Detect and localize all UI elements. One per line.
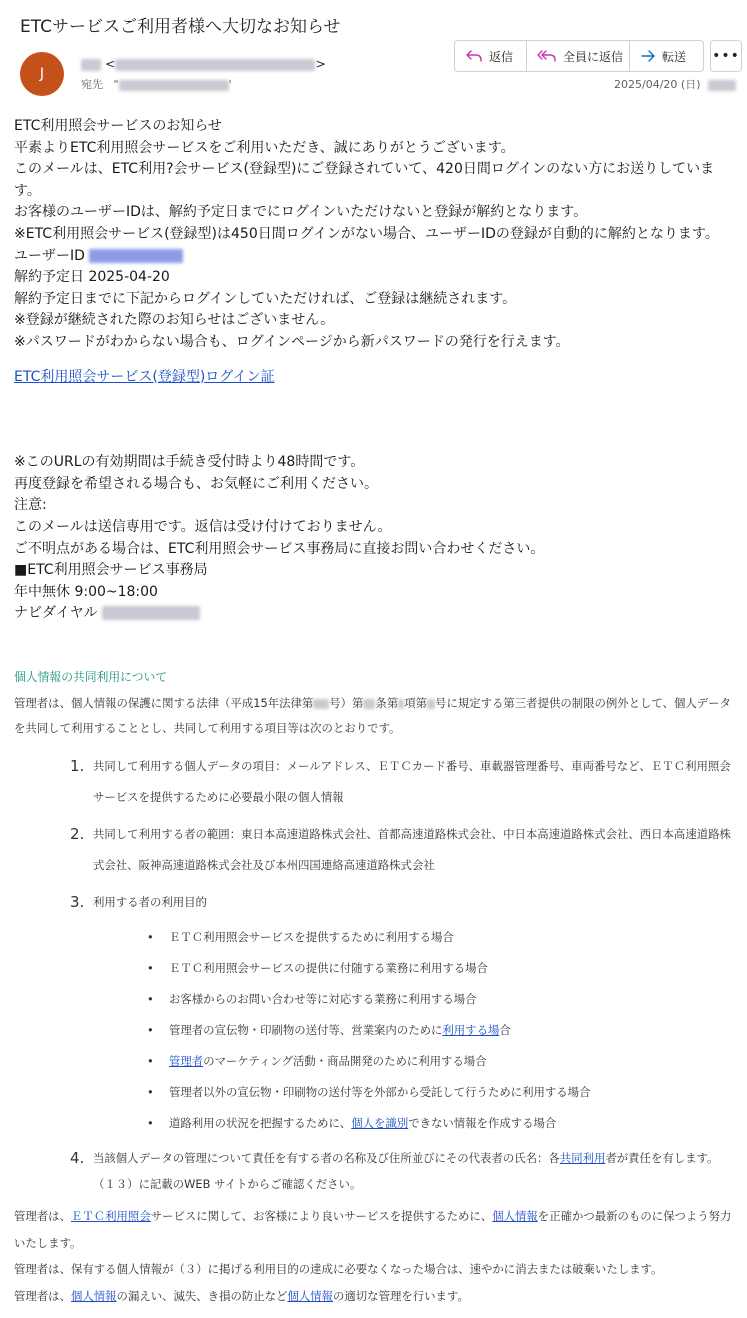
- item-number: 2.: [70, 825, 85, 843]
- purpose-item: [145, 1077, 734, 1108]
- purpose-link[interactable]: 管理者: [169, 1054, 204, 1068]
- sender-bracket-open: <: [104, 56, 116, 71]
- purpose-text: 合: [499, 1023, 511, 1037]
- purpose-list: [145, 922, 734, 1139]
- cancel-date-line: [14, 267, 734, 289]
- bullet: •: [147, 1054, 154, 1068]
- purpose-item: [145, 1108, 734, 1139]
- login-link[interactable]: ETC利用照会サービス(登録型)ログイン証: [14, 368, 275, 385]
- body-line: 解約予定日までに下記からログインしていただければ、ご登録は継続されます。: [14, 290, 517, 307]
- privacy-item: [70, 887, 734, 1139]
- joint-use-link[interactable]: 共同利用: [559, 1151, 606, 1165]
- reply-all-icon: [537, 49, 557, 63]
- privacy-heading: 個人情報の共同利用について: [14, 670, 168, 684]
- sender-bracket-close: >: [315, 56, 326, 71]
- purpose-text: ＥＴＣ利用照会サービスを提供するために利用する場合: [169, 930, 454, 944]
- user-id-line: [14, 246, 734, 268]
- paragraph-text: の漏えい、滅失、き損の防止など: [116, 1288, 288, 1303]
- bullet: •: [147, 1085, 154, 1099]
- purpose-text: できない情報を作成する場合: [408, 1116, 557, 1130]
- personal-info-link[interactable]: 個人情報: [70, 1288, 117, 1303]
- item-redacted: [427, 699, 435, 709]
- bullet: •: [147, 930, 154, 944]
- purpose-item: [145, 953, 734, 984]
- navi-dial-label: ナビダイヤル: [14, 605, 98, 622]
- personal-info-link[interactable]: 個人情報: [492, 1209, 538, 1223]
- body-line: ご不明点がある場合は、ETC利用照会サービス事務局に直接お問い合わせください。: [14, 540, 545, 557]
- purpose-link[interactable]: 個人を識別: [351, 1116, 409, 1130]
- privacy-item: [70, 751, 734, 813]
- body-line: ETC利用照会サービスのお知らせ: [14, 118, 222, 134]
- paragraph-text: 管理者は、: [14, 1288, 71, 1303]
- avatar-initial: J: [39, 66, 45, 82]
- message-actions: [454, 40, 704, 72]
- sender-name-redacted: [81, 59, 101, 71]
- privacy-paragraph: 管理者は、保有する個人情報が（３）に掲げる利用目的の達成に必要なくなった場合は、速やかに消去または破棄いたします。: [14, 1262, 663, 1276]
- user-id-redacted: [89, 249, 183, 263]
- email-body: [14, 116, 734, 625]
- forward-arrow-icon: [640, 49, 656, 63]
- body-line: 年中無休 9:00~18:00: [14, 583, 158, 600]
- user-id-label: ユーザーID: [14, 247, 85, 264]
- navi-dial-line: [14, 603, 734, 625]
- to-quote-close: ': [228, 78, 232, 91]
- article-redacted: [363, 699, 375, 709]
- reply-all-label: 全員に返信: [563, 49, 624, 64]
- intro-text: 号）第: [329, 696, 364, 710]
- cancel-date-value: 2025-04-20: [88, 269, 170, 286]
- purpose-text: ＥＴＣ利用照会サービスの提供に付随する業務に利用する場合: [169, 961, 488, 975]
- intro-text: 項第: [404, 696, 428, 710]
- sender-line: [81, 56, 326, 71]
- law-number-redacted: [313, 699, 329, 709]
- purpose-link[interactable]: 利用する場: [442, 1023, 500, 1037]
- body-line: ※ETC利用照会サービス(登録型)は450日間ログインがない場合、ユーザーIDの登録が自動的に解約となります。: [14, 225, 719, 242]
- body-line: ※このURLの有効期間は手続き受付時より48時間です。: [14, 454, 365, 471]
- reply-all-button[interactable]: [526, 41, 629, 71]
- item-number: 1.: [70, 757, 85, 775]
- paragraph-text: の適切な管理を行います。: [333, 1288, 469, 1303]
- date-text: 2025/04/20 (日): [614, 78, 701, 91]
- paragraph-text: サービスに関して、お客様により良いサービスを提供するために、: [150, 1209, 493, 1223]
- paragraph-redacted: [398, 699, 404, 709]
- reply-button[interactable]: [455, 41, 526, 71]
- phone-redacted: [102, 606, 200, 620]
- bullet: •: [147, 961, 154, 975]
- privacy-items: [70, 751, 734, 1197]
- forward-label: 転送: [662, 49, 687, 64]
- body-line: ※登録が継続された際のお知らせはございません。: [14, 312, 335, 329]
- recipient-line: [81, 76, 232, 92]
- item-text: 当該個人データの管理について責任を有する者の名称及び住所並びにその代表者の氏名：各: [93, 1151, 560, 1165]
- purpose-item: [145, 984, 734, 1015]
- purpose-text: お客様からのお問い合わせ等に対応する業務に利用する場合: [169, 992, 477, 1006]
- privacy-paragraph: [14, 1203, 734, 1256]
- bullet: •: [147, 1023, 154, 1037]
- privacy-item: [70, 819, 734, 881]
- body-line: ■ETC利用照会サービス事務局: [14, 562, 208, 579]
- intro-text: 条第: [375, 696, 399, 710]
- time-redacted: [708, 80, 736, 91]
- body-line: このメールは送信専用です。返信は受け付けておりません。: [14, 518, 392, 535]
- item-number: 3.: [70, 893, 85, 911]
- reply-icon: [465, 49, 483, 63]
- item-text: 共同して利用する者の範囲：東日本高速道路株式会社、首都高速道路株式会社、中日本高速道路株式会社、西日本高速道路株式会社、阪神高速道路株式会社及び本州四国連絡高速道路株式会社: [93, 827, 731, 872]
- to-label: 宛先: [81, 78, 103, 91]
- etc-service-link[interactable]: ＥＴＣ利用照会: [70, 1209, 151, 1223]
- sender-address-redacted[interactable]: [115, 59, 315, 71]
- body-line: 平素よりETC利用照会サービスをご利用いただき、誠にありがとうございます。: [14, 139, 515, 156]
- item-text: 者が責任を有します。（１３）に記載のWEB サイトからご確認ください。: [93, 1151, 719, 1191]
- purpose-text: 管理者以外の宣伝物・印刷物の送付等を外部から受託して行うために利用する場合: [169, 1085, 591, 1099]
- intro-text: 号に規定する第三者提供の制限の例外として、個人データを共同して利用することとし、共同して利用する項目等は次のとおりです。: [14, 696, 731, 735]
- purpose-text: のマーケティング活動・商品開発のために利用する場合: [203, 1054, 487, 1068]
- received-date: [614, 76, 736, 92]
- privacy-intro: [14, 691, 734, 741]
- body-line: 注意:: [14, 497, 47, 514]
- paragraph-text: 管理者は、: [14, 1209, 71, 1223]
- more-actions-button[interactable]: [710, 40, 742, 72]
- purpose-item: [145, 1015, 734, 1046]
- cancel-date-label: 解約予定日: [14, 269, 84, 286]
- personal-info-link[interactable]: 個人情報: [287, 1288, 333, 1303]
- item-text: 利用する者の利用目的: [93, 895, 207, 909]
- body-line: 再度登録を希望される場合も、お気軽にご利用ください。: [14, 475, 378, 492]
- email-subject: ETCサービスご利用者様へ大切なお知らせ: [20, 17, 341, 37]
- to-quote-open: ": [113, 78, 119, 91]
- item-number: 4.: [70, 1149, 85, 1167]
- privacy-section: [14, 668, 734, 1309]
- intro-text: 管理者は、個人情報の保護に関する法律（平成15年法律第: [14, 696, 314, 710]
- sender-avatar[interactable]: [20, 52, 64, 96]
- bullet: •: [147, 1116, 154, 1130]
- item-text: 共同して利用する個人データの項目：メールアドレス、ＥＴＣカード番号、車載器管理番号、車両番号など、ＥＴＣ利用照会サービスを提供するために必要最小限の個人情報: [93, 759, 731, 804]
- recipient-redacted[interactable]: [119, 80, 229, 91]
- more-icon: •••: [712, 48, 740, 64]
- purpose-text: 管理者の宣伝物・印刷物の送付等、営業案内のために: [169, 1023, 443, 1037]
- forward-button[interactable]: [629, 41, 703, 71]
- paragraph-text: を正確かつ最新のものに保つよう努力いたします。: [14, 1209, 732, 1250]
- purpose-item: [145, 922, 734, 953]
- body-line: お客様のユーザーIDは、解約予定日までにログインいただけないと登録が解約となります。: [14, 204, 588, 221]
- privacy-paragraph: [14, 1283, 734, 1310]
- bullet: •: [147, 992, 154, 1006]
- purpose-text: 道路利用の状況を把握するために、: [169, 1116, 352, 1130]
- purpose-item: [145, 1046, 734, 1077]
- body-line: ※パスワードがわからない場合も、ログインページから新パスワードの発行を行えます。: [14, 333, 570, 350]
- privacy-item: [70, 1145, 734, 1197]
- reply-label: 返信: [489, 49, 514, 64]
- body-line: このメールは、ETC利用?会サービス(登録型)にご登録されていて、420日間ログインのない方にお送りしています。: [14, 161, 715, 199]
